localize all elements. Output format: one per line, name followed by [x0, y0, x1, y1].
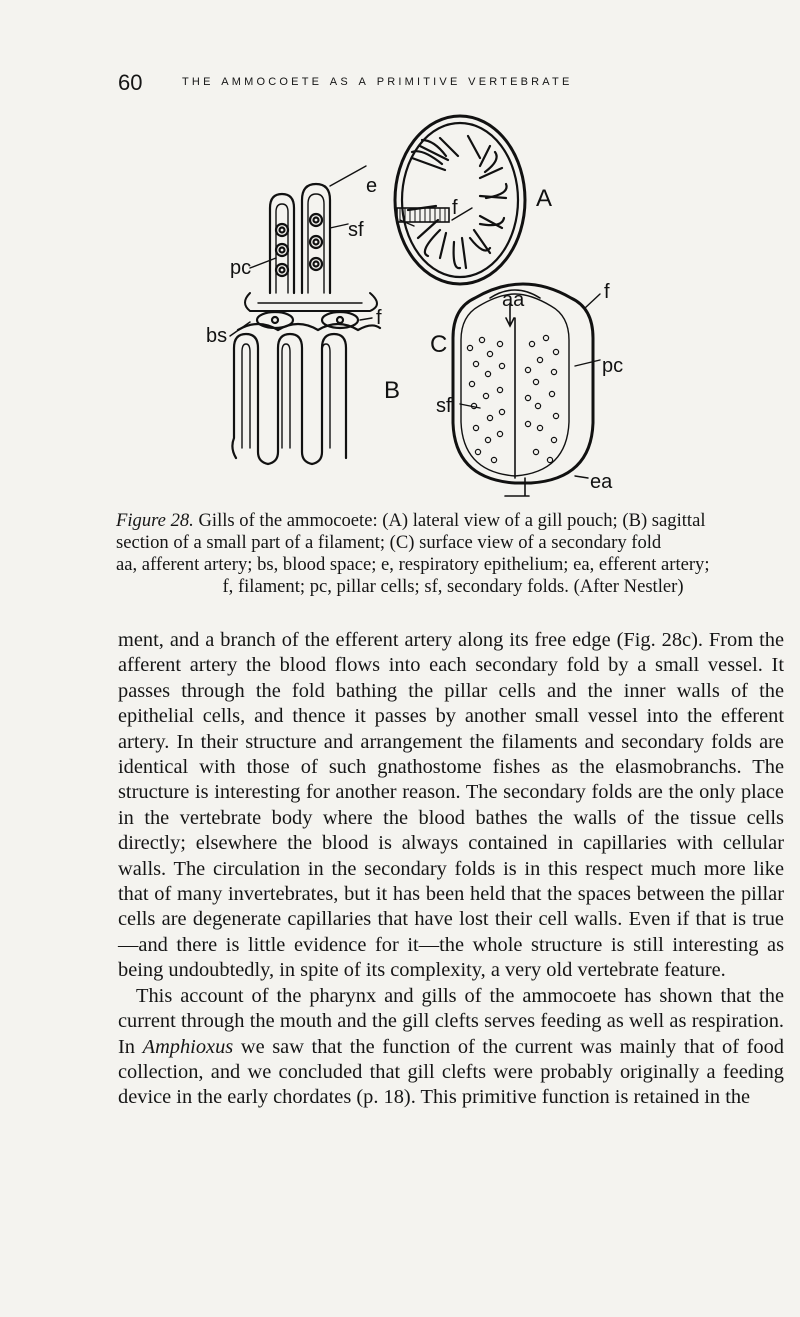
filament-columns — [245, 184, 377, 311]
filament-section-b — [232, 334, 346, 464]
label-aa: aa — [502, 289, 525, 311]
label-f-c: f — [604, 281, 610, 303]
figure-28 — [190, 108, 660, 510]
label-c: C — [430, 331, 448, 358]
paragraph-2: This account of the pharynx and gills of the ammocoete has shown that the current through the mouth and the gill clefts serves feeding as well as respiration. In Amphioxus we saw that the function of the current was mainly that of food collection, and we concluded that gill clefts were probably originally a feeding device in the early chordates (p. 18). This primitive function is retained in the — [118, 984, 785, 1109]
label-f-b: f — [376, 307, 382, 329]
label-b: B — [384, 377, 401, 404]
caption-figure-number: Figure 28. — [116, 510, 194, 531]
caption-line-4: f, filament; pc, pillar cells; sf, secondary folds. (After Nestler) — [222, 576, 684, 597]
italic-term: Amphioxus — [142, 1035, 234, 1058]
label-pc-c: pc — [602, 355, 624, 377]
label-e: e — [366, 175, 378, 197]
label-bs: bs — [206, 325, 228, 347]
caption-line-3: aa, afferent artery; bs, blood space; e, respiratory epithelium; ea, efferent artery; — [116, 554, 710, 575]
label-ea: ea — [590, 471, 613, 493]
label-pc-a: pc — [230, 257, 252, 279]
label-f-a: f — [452, 197, 458, 219]
caption-line-1: Figure 28. Gills of the ammocoete: (A) lateral view of a gill pouch; (B) sagittal — [116, 510, 706, 531]
page-header — [118, 62, 718, 102]
gill-illustration — [190, 108, 660, 510]
running-head: the ammocoete as a primitive vertebrate — [182, 72, 573, 89]
label-sf-a: sf — [348, 219, 364, 241]
caption-line-2: section of a small part of a filament; (C) surface view of a secondary fold — [116, 532, 662, 553]
label-sf-c: sf — [436, 395, 452, 417]
gill-pouch-a — [395, 116, 525, 284]
figure-caption — [116, 510, 790, 598]
label-a: A — [536, 185, 553, 212]
body-text — [118, 628, 784, 1111]
paragraph-1: ment, and a branch of the efferent artery along its free edge (Fig. 28c). From the afferent artery the blood flows into each secondary fold by a small vessel. It passes through the fold bathing the pillar cells and the inner walls of the epithelial cells, and thence it passes by another small vessel into the efferent artery. In their structure and arrangement the filaments and secondary folds are identical with those of such gnathostome fishes as the elasmobranchs. The structure is interesting for another reason. The secondary folds are the only place in the vertebrate body where the blood bathes the walls of the tissue cells directly; elsewhere the blood is always contained in capillaries with cellular walls. The circulation in the secondary folds is in this respect much more like that of many invertebrates, but it has been held that the spaces between the pillar cells are degenerate capillaries that have lost their cell walls. Even if that is true—and there is little evidence for it—the whole structure is still interesting as being undoubtedly, in spite of its complexity, a very old vertebrate feature. — [118, 629, 784, 982]
secondary-fold-row — [238, 312, 380, 330]
secondary-fold-c — [453, 284, 593, 496]
pillar-cell-dots — [467, 335, 558, 462]
page-number: 60 — [118, 70, 143, 95]
